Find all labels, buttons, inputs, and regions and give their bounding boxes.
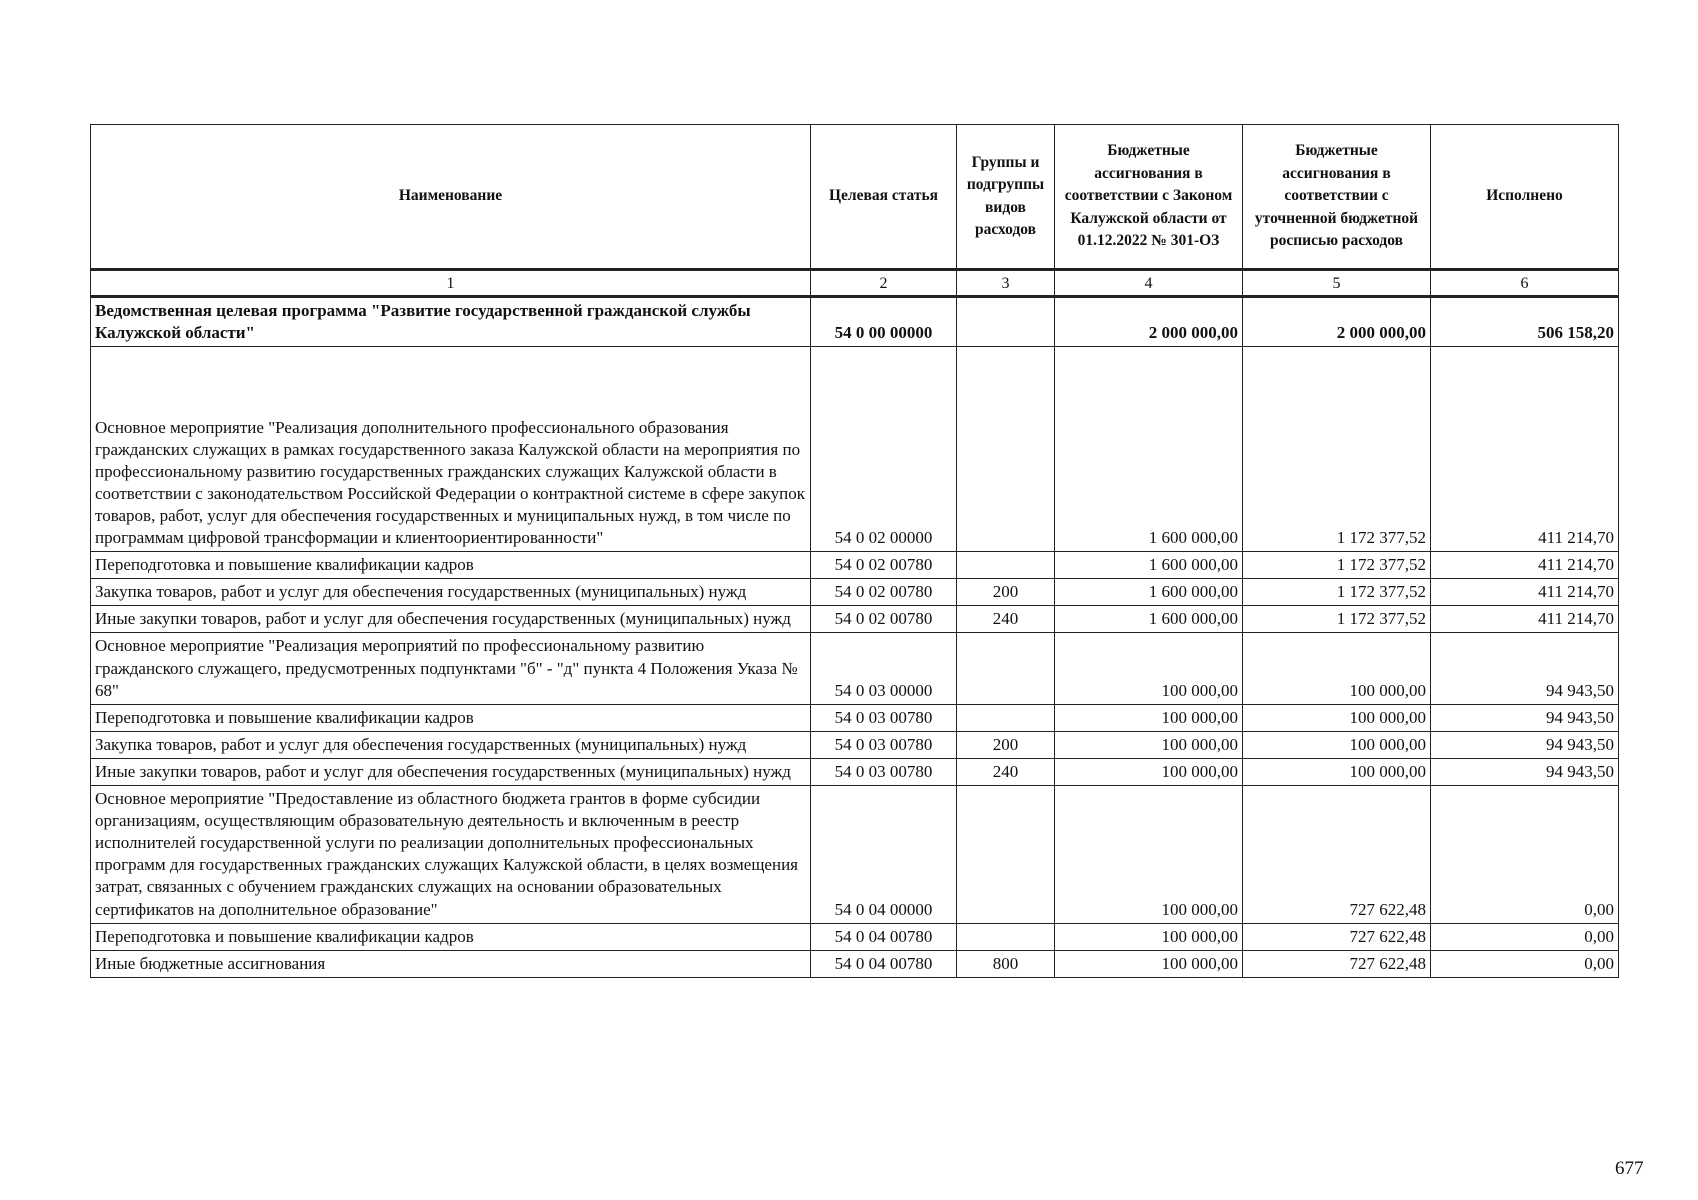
row-target-article: 54 0 04 00000 [811, 786, 957, 924]
header-refined-allocations: Бюджетные ассигнования в соответствии с уточненной бюджетной росписью расходов [1243, 125, 1431, 270]
row-target-article: 54 0 03 00780 [811, 704, 957, 731]
table-row [91, 606, 1619, 633]
table-row [91, 297, 1619, 347]
row-refined-amount: 1 172 377,52 [1243, 606, 1431, 633]
row-executed-amount: 94 943,50 [1431, 704, 1619, 731]
row-executed-amount: 411 214,70 [1431, 347, 1619, 552]
table-row [91, 950, 1619, 977]
row-target-article: 54 0 02 00780 [811, 579, 957, 606]
row-name: Иные закупки товаров, работ и услуг для обеспечения государственных (муниципальных) нужд [91, 758, 811, 785]
row-executed-amount: 411 214,70 [1431, 552, 1619, 579]
row-name: Иные бюджетные ассигнования [91, 950, 811, 977]
header-executed: Исполнено [1431, 125, 1619, 270]
row-law-amount: 1 600 000,00 [1055, 552, 1243, 579]
row-executed-amount: 94 943,50 [1431, 758, 1619, 785]
row-expense-group [957, 347, 1055, 552]
row-expense-group [957, 786, 1055, 924]
row-refined-amount: 727 622,48 [1243, 923, 1431, 950]
row-expense-group [957, 552, 1055, 579]
row-target-article: 54 0 03 00000 [811, 633, 957, 704]
row-law-amount: 1 600 000,00 [1055, 347, 1243, 552]
row-executed-amount: 94 943,50 [1431, 731, 1619, 758]
row-refined-amount: 1 172 377,52 [1243, 552, 1431, 579]
row-executed-amount: 506 158,20 [1431, 297, 1619, 347]
row-law-amount: 100 000,00 [1055, 950, 1243, 977]
row-refined-amount: 100 000,00 [1243, 731, 1431, 758]
column-number: 4 [1055, 270, 1243, 297]
row-executed-amount: 411 214,70 [1431, 579, 1619, 606]
row-name: Переподготовка и повышение квалификации кадров [91, 704, 811, 731]
row-refined-amount: 100 000,00 [1243, 704, 1431, 731]
row-refined-amount: 2 000 000,00 [1243, 297, 1431, 347]
row-law-amount: 100 000,00 [1055, 633, 1243, 704]
table-row [91, 347, 1619, 552]
header-law-allocations: Бюджетные ассигнования в соответствии с Законом Калужской области от 01.12.2022 № 301-ОЗ [1055, 125, 1243, 270]
row-refined-amount: 727 622,48 [1243, 786, 1431, 924]
table-row [91, 633, 1619, 704]
row-expense-group [957, 297, 1055, 347]
column-number: 3 [957, 270, 1055, 297]
column-number: 6 [1431, 270, 1619, 297]
row-expense-group: 800 [957, 950, 1055, 977]
row-executed-amount: 0,00 [1431, 923, 1619, 950]
header-expense-groups: Группы и подгруппы видов расходов [957, 125, 1055, 270]
row-name: Переподготовка и повышение квалификации кадров [91, 923, 811, 950]
row-law-amount: 100 000,00 [1055, 758, 1243, 785]
row-law-amount: 100 000,00 [1055, 731, 1243, 758]
row-name: Закупка товаров, работ и услуг для обеспечения государственных (муниципальных) нужд [91, 731, 811, 758]
row-name: Основное мероприятие "Реализация мероприятий по профессиональному развитию гражданского служащего, предусмотренных подпунктами "б" - "д" пункта 4 Положения Указа № 68" [91, 633, 811, 704]
row-law-amount: 1 600 000,00 [1055, 579, 1243, 606]
header-row [91, 125, 1619, 270]
row-refined-amount: 1 172 377,52 [1243, 347, 1431, 552]
page-number: 677 [1615, 1158, 1644, 1179]
row-target-article: 54 0 04 00780 [811, 923, 957, 950]
row-name: Иные закупки товаров, работ и услуг для обеспечения государственных (муниципальных) нужд [91, 606, 811, 633]
row-target-article: 54 0 02 00780 [811, 552, 957, 579]
budget-table [90, 124, 1619, 978]
column-number: 2 [811, 270, 957, 297]
row-expense-group [957, 923, 1055, 950]
header-name: Наименование [91, 125, 811, 270]
table-row [91, 786, 1619, 924]
row-expense-group: 240 [957, 606, 1055, 633]
row-target-article: 54 0 00 00000 [811, 297, 957, 347]
row-name: Основное мероприятие "Предоставление из областного бюджета грантов в форме субсидии организациям, осуществляющим образовательную деятельность и включенным в реестр исполнителей государственной услуги по реализации дополнительных профессиональных программ для государственных гражданских служащих Калужской области, в целях возмещения затрат, связанных с обучением гражданских служащих на основании образовательных сертификатов на дополнительное образование" [91, 786, 811, 924]
row-name: Основное мероприятие "Реализация дополнительного профессионального образования гражданских служащих в рамках государственного заказа Калужской области на мероприятия по профессиональному развитию государственных гражданских служащих Калужской области в соответствии с законодательством Российской Федерации о контрактной системе в сфере закупок товаров, работ, услуг для обеспечения государственных и муниципальных нужд, в том числе по программам цифровой трансформации и клиентоориентированности" [91, 347, 811, 552]
row-executed-amount: 411 214,70 [1431, 606, 1619, 633]
table-row [91, 731, 1619, 758]
table-row [91, 923, 1619, 950]
row-name: Ведомственная целевая программа "Развитие государственной гражданской службы Калужской области" [91, 297, 811, 347]
header-target-article: Целевая статья [811, 125, 957, 270]
table-row [91, 579, 1619, 606]
row-name: Переподготовка и повышение квалификации кадров [91, 552, 811, 579]
row-law-amount: 100 000,00 [1055, 923, 1243, 950]
row-target-article: 54 0 03 00780 [811, 731, 957, 758]
row-target-article: 54 0 02 00780 [811, 606, 957, 633]
row-refined-amount: 100 000,00 [1243, 758, 1431, 785]
row-target-article: 54 0 03 00780 [811, 758, 957, 785]
table-row [91, 704, 1619, 731]
row-law-amount: 2 000 000,00 [1055, 297, 1243, 347]
row-refined-amount: 727 622,48 [1243, 950, 1431, 977]
row-target-article: 54 0 02 00000 [811, 347, 957, 552]
row-law-amount: 1 600 000,00 [1055, 606, 1243, 633]
row-name: Закупка товаров, работ и услуг для обеспечения государственных (муниципальных) нужд [91, 579, 811, 606]
table-row [91, 758, 1619, 785]
row-refined-amount: 100 000,00 [1243, 633, 1431, 704]
table-row [91, 552, 1619, 579]
column-number: 5 [1243, 270, 1431, 297]
row-expense-group [957, 704, 1055, 731]
row-expense-group: 240 [957, 758, 1055, 785]
row-executed-amount: 94 943,50 [1431, 633, 1619, 704]
row-law-amount: 100 000,00 [1055, 704, 1243, 731]
row-executed-amount: 0,00 [1431, 786, 1619, 924]
row-law-amount: 100 000,00 [1055, 786, 1243, 924]
column-number: 1 [91, 270, 811, 297]
row-executed-amount: 0,00 [1431, 950, 1619, 977]
row-expense-group: 200 [957, 731, 1055, 758]
column-number-row [91, 270, 1619, 297]
row-expense-group: 200 [957, 579, 1055, 606]
row-expense-group [957, 633, 1055, 704]
row-target-article: 54 0 04 00780 [811, 950, 957, 977]
row-refined-amount: 1 172 377,52 [1243, 579, 1431, 606]
